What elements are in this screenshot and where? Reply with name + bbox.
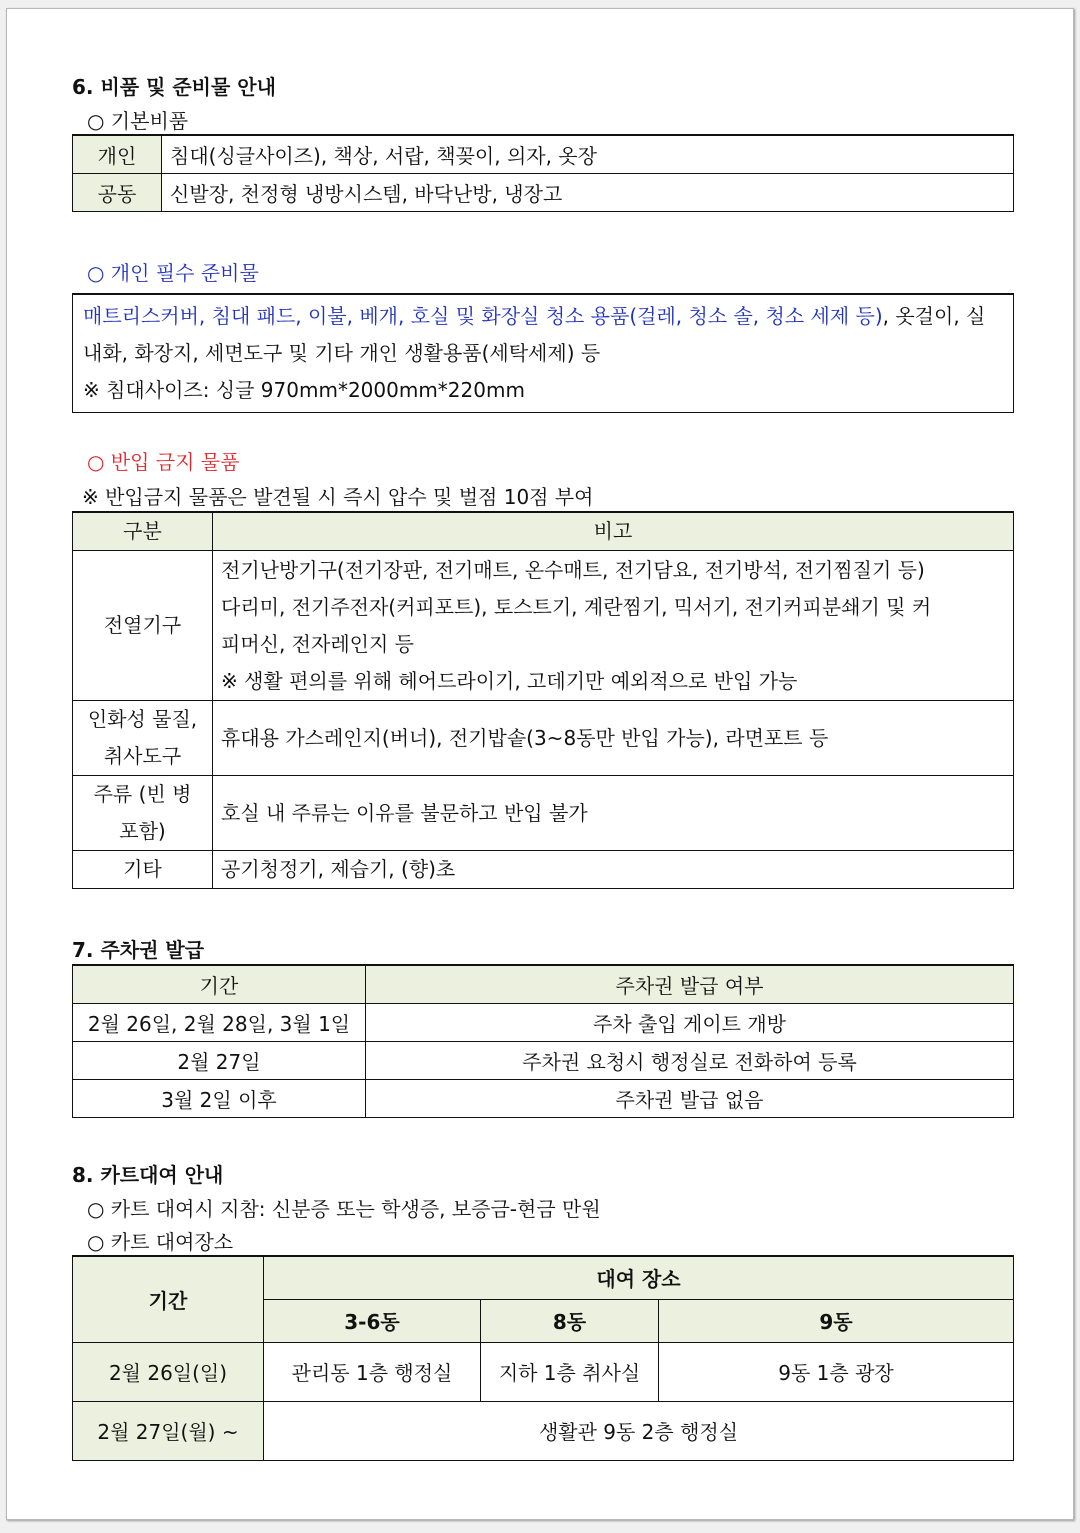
cart-requirement: ○ 카트 대여시 지참: 신분증 또는 학생증, 보증금-현금 만원 — [87, 1197, 601, 1221]
row-date: 2월 27일(월) ~ — [73, 1401, 264, 1460]
basic-items-table — [72, 134, 1014, 212]
personal-items-rest: , 옷걸이, 실내화, 화장지, 세면도구 및 기타 개인 생활용품(세탁세제) 등 — [83, 304, 986, 365]
row-text: 침대(싱글사이즈), 책상, 서랍, 책꽂이, 의자, 옷장 — [162, 135, 1014, 173]
header-place: 대여 장소 — [264, 1256, 1014, 1299]
header-category: 구분 — [73, 512, 213, 551]
section-7-heading: 7. 주차권 발급 — [72, 938, 205, 962]
row-date: 2월 26일(일) — [73, 1342, 264, 1401]
row-place: 9동 1층 광장 — [659, 1342, 1014, 1401]
row-period: 2월 26일, 2월 28일, 3월 1일 — [73, 1003, 366, 1041]
row-label: 개인 — [73, 135, 162, 173]
header-building: 9동 — [659, 1299, 1014, 1342]
section-6-heading: 6. 비품 및 준비물 안내 — [72, 75, 276, 99]
row-period: 3월 2일 이후 — [73, 1079, 366, 1117]
table-row — [73, 776, 1014, 851]
table-row — [73, 851, 1014, 889]
banned-items-note: ※ 반입금지 물품은 발견될 시 즉시 압수 및 벌점 10점 부여 — [82, 485, 594, 509]
table-row — [73, 1079, 1014, 1117]
row-status: 주차권 발급 없음 — [366, 1079, 1014, 1117]
table-row — [73, 551, 1014, 701]
bed-size-note: ※ 침대사이즈: 싱글 970mm*2000mm*220mm — [83, 378, 525, 402]
banned-items-table — [72, 511, 1014, 889]
row-period: 2월 27일 — [73, 1041, 366, 1079]
row-label: 인화성 물질, 취사도구 — [73, 701, 213, 776]
row-label: 전열기구 — [73, 551, 213, 701]
header-parking: 주차권 발급 여부 — [366, 965, 1014, 1003]
row-text: 호실 내 주류는 이유를 불문하고 반입 불가 — [213, 776, 1014, 851]
row-text: 휴대용 가스레인지(버너), 전기밥솥(3~8동만 반입 가능), 라면포트 등 — [213, 701, 1014, 776]
row-label: 공동 — [73, 173, 162, 211]
table-row — [73, 701, 1014, 776]
table-row — [73, 1003, 1014, 1041]
row-line: 피머신, 전자레인지 등 — [221, 631, 414, 656]
personal-items-title: ○ 개인 필수 준비물 — [87, 261, 259, 285]
row-place: 관리동 1층 행정실 — [264, 1342, 481, 1401]
personal-items-box — [72, 293, 1014, 413]
table-row — [73, 173, 1014, 211]
table-row — [73, 135, 1014, 173]
table-row — [73, 1041, 1014, 1079]
header-remarks: 비고 — [213, 512, 1014, 551]
table-header-row — [73, 512, 1014, 551]
personal-items-blue: 매트리스커버, 침대 패드, 이불, 베개, 호실 및 화장실 청소 용품(걸레, 청소 솔, 청소 세제 등) — [83, 304, 883, 328]
header-building: 8동 — [481, 1299, 659, 1342]
row-place: 생활관 9동 2층 행정실 — [264, 1401, 1014, 1460]
basic-items-title: ○ 기본비품 — [87, 109, 189, 133]
row-line: 다리미, 전기주전자(커피포트), 토스트기, 계란찜기, 믹서기, 전기커피분쇄기 및 커 — [221, 594, 932, 619]
row-status: 주차권 요청시 행정실로 전화하여 등록 — [366, 1041, 1014, 1079]
row-place: 지하 1층 취사실 — [481, 1342, 659, 1401]
row-line: ※ 생활 편의를 위해 헤어드라이기, 고데기만 예외적으로 반입 가능 — [221, 668, 798, 693]
row-status: 주차 출입 게이트 개방 — [366, 1003, 1014, 1041]
row-text: 공기청정기, 제습기, (향)초 — [213, 851, 1014, 889]
table-row — [73, 1342, 1014, 1401]
table-header-row — [73, 965, 1014, 1003]
table-header-row — [73, 1256, 1014, 1299]
row-label: 기타 — [73, 851, 213, 889]
parking-table — [72, 964, 1014, 1118]
cart-table — [72, 1255, 1014, 1461]
header-building: 3-6동 — [264, 1299, 481, 1342]
personal-items-text — [83, 298, 1003, 372]
row-label: 주류 (빈 병 포함) — [73, 776, 213, 851]
header-period: 기간 — [73, 1256, 264, 1342]
document-page — [6, 8, 1074, 1520]
row-text: 신발장, 천정형 냉방시스템, 바닥난방, 냉장고 — [162, 173, 1014, 211]
header-period: 기간 — [73, 965, 366, 1003]
cart-location-title: ○ 카트 대여장소 — [87, 1230, 234, 1254]
table-row — [73, 1401, 1014, 1460]
row-text — [213, 551, 1014, 701]
banned-items-title: ○ 반입 금지 물품 — [87, 450, 240, 474]
row-line: 전기난방기구(전기장판, 전기매트, 온수매트, 전기담요, 전기방석, 전기찜질기 등) — [221, 557, 925, 582]
section-8-heading: 8. 카트대여 안내 — [72, 1163, 224, 1187]
